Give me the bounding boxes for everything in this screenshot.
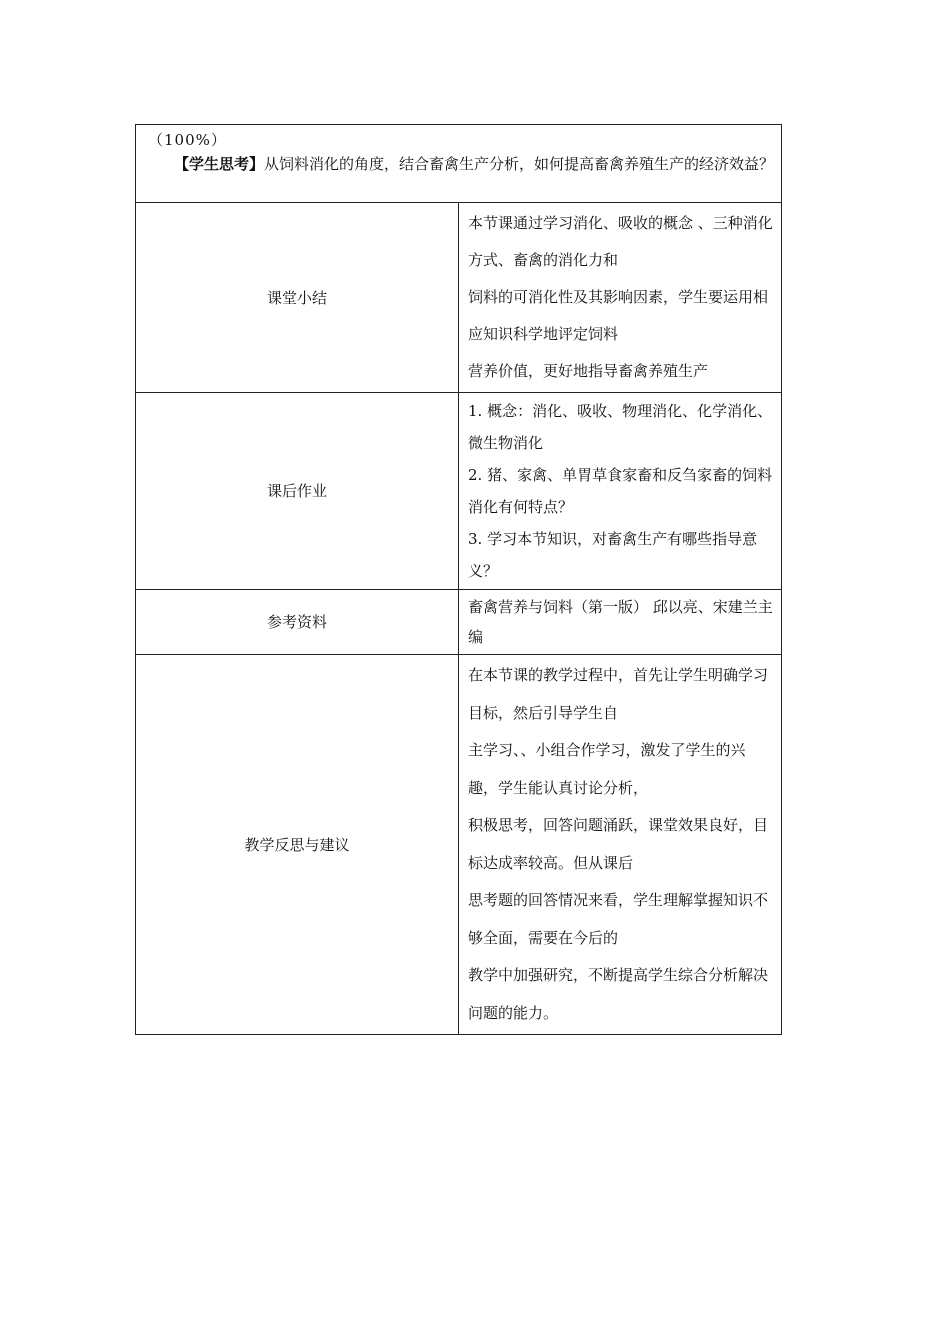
homework-item: 2. 猪、家禽、单胃草食家畜和反刍家畜的饲料消化有何特点？ (468, 466, 773, 516)
summary-row (136, 203, 782, 393)
reflection-label: 教学反思与建议 (136, 655, 459, 1035)
summary-line: 营养价值，更好地指导畜禽养殖生产 (468, 362, 709, 380)
references-content (459, 590, 782, 655)
summary-line: 本节课通过学习消化、吸收的概念 、三种消化方式、畜禽的消化力和 (468, 214, 773, 269)
reflection-line: 积极思考，回答问题涌跃，课堂效果良好，目标达成率较高。但从课后 (468, 816, 769, 872)
student-thinking-text (144, 152, 775, 176)
header-row (136, 125, 782, 203)
homework-label: 课后作业 (136, 393, 459, 590)
reflection-row (136, 655, 782, 1035)
homework-item: 1. 概念：消化、吸收、物理消化、化学消化、微生物消化 (468, 402, 773, 452)
percent-text: （100%） (148, 131, 227, 149)
homework-row (136, 393, 782, 590)
summary-content (459, 203, 782, 393)
reflection-line: 教学中加强研究，不断提高学生综合分析解决问题的能力。 (468, 966, 769, 1022)
reflection-line: 思考题的回答情况来看，学生理解掌握知识不够全面，需要在今后的 (468, 891, 769, 947)
summary-line: 饲料的可消化性及其影响因素，学生要运用相应知识科学地评定饲料 (468, 288, 769, 343)
lesson-plan-table (135, 124, 782, 1035)
homework-item: 3. 学习本节知识，对畜禽生产有哪些指导意义？ (468, 530, 758, 580)
references-text: 畜禽营养与饲料（第一版） 邱以亮、宋建兰主编 (468, 598, 773, 646)
references-row (136, 590, 782, 655)
reflection-line: 主学习、、小组合作学习，激发了学生的兴趣，学生能认真讨论分析， (468, 741, 746, 797)
student-thinking-question: 从饲料消化的角度，结合畜禽生产分析，如何提高畜禽养殖生产的经济效益？ (264, 155, 775, 173)
summary-label: 课堂小结 (136, 203, 459, 393)
references-label: 参考资料 (136, 590, 459, 655)
header-cell (136, 125, 782, 203)
reflection-line: 在本节课的教学过程中，首先让学生明确学习目标，然后引导学生自 (468, 666, 769, 722)
student-thinking-tag: 【学生思考】 (174, 155, 265, 173)
homework-content (459, 393, 782, 590)
reflection-content (459, 655, 782, 1035)
